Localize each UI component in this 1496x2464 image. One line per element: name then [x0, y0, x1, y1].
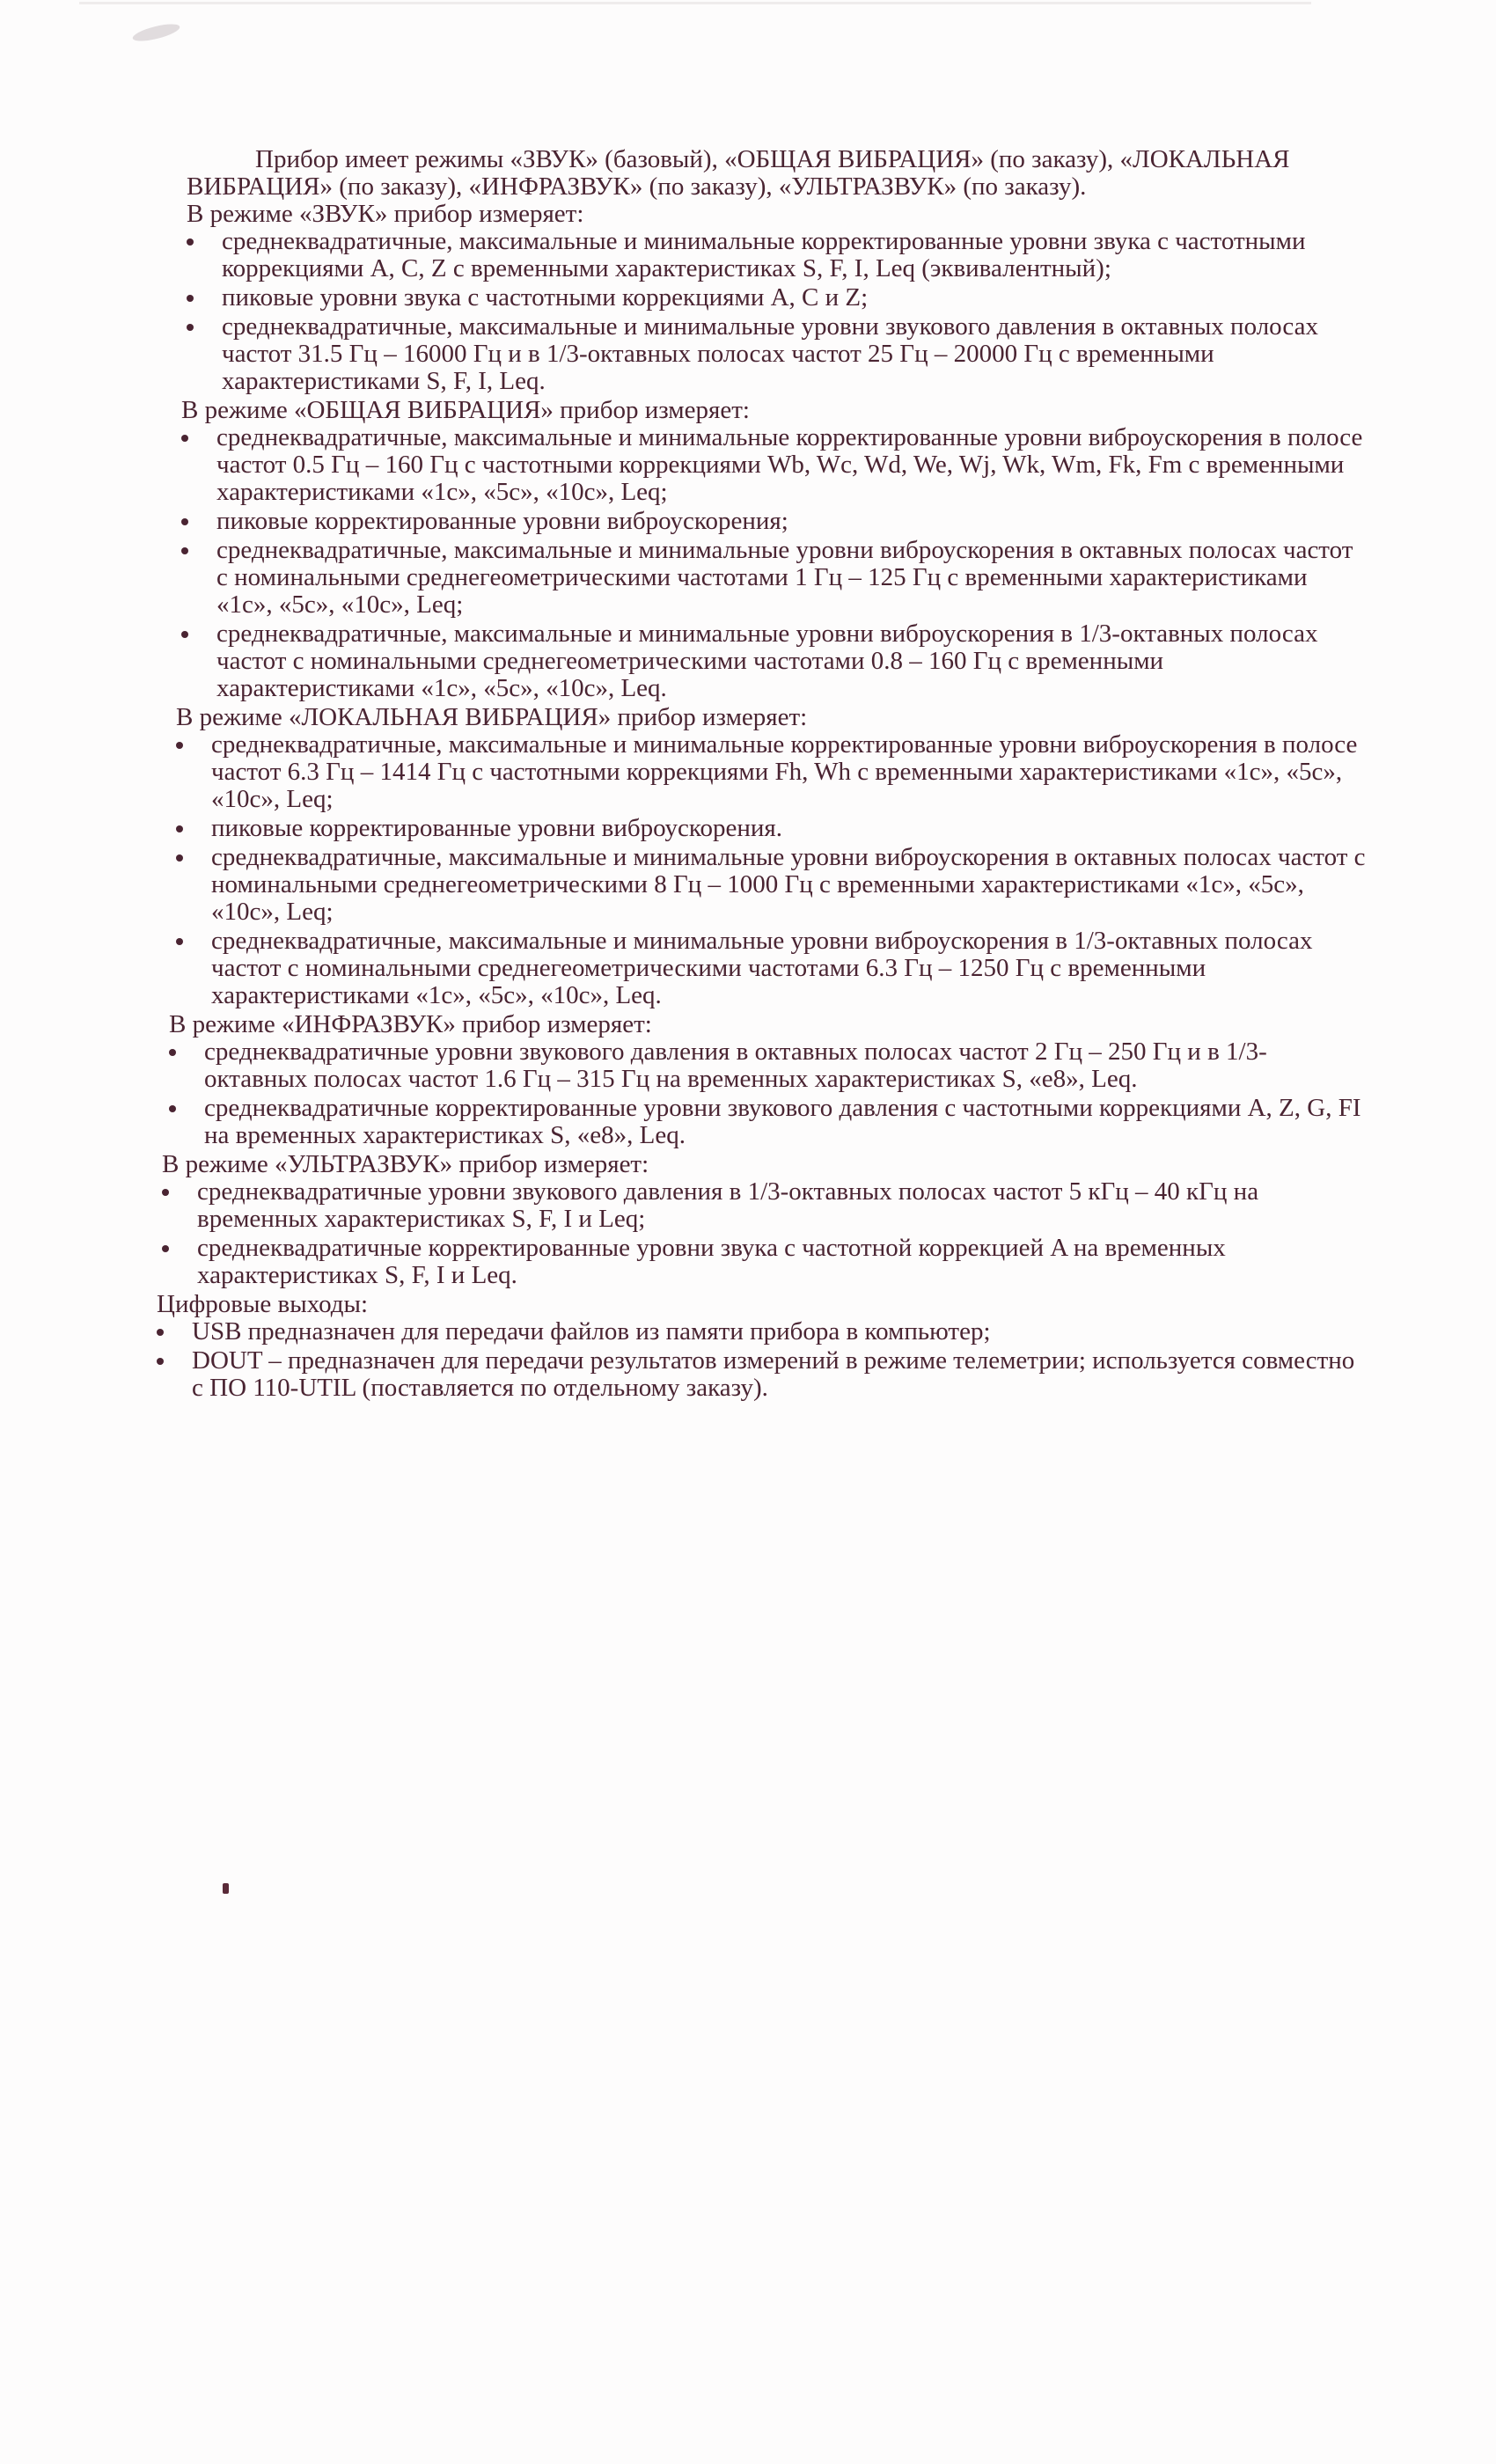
- section-heading: В режиме «ИНФРАЗВУК» прибор измеряет:: [169, 1010, 652, 1038]
- scan-mark: [223, 1883, 229, 1894]
- bullet-icon: [157, 1329, 164, 1336]
- list-item: [141, 844, 1401, 926]
- list-item: [151, 284, 1401, 312]
- bullet-icon: [176, 938, 183, 945]
- list-item-text: среднеквадратичные, максимальные и минимальные уровни виброускорения в 1/3-октавных полосах частот с номинальными среднегеометрическими частотами 6.3 Гц – 1250 Гц с временными характеристиками «1с», «5с», «10с», Leq.: [211, 927, 1313, 1009]
- bullet-icon: [157, 1358, 164, 1365]
- list-item: [151, 313, 1401, 395]
- list-item-text: среднеквадратичные, максимальные и минимальные корректированные уровни звука с частотными коррекциями A, C, Z с временными характеристиках S, F, I, Leq (эквивалентный);: [222, 227, 1306, 282]
- list-item-text: пиковые уровни звука с частотными коррекциями A, C и Z;: [222, 283, 869, 312]
- bullet-icon: [181, 631, 188, 638]
- bullet-list: [151, 228, 1401, 395]
- list-item-text: среднеквадратичные, максимальные и минимальные уровни звукового давления в октавных полосах частот 31.5 Гц – 16000 Гц и в 1/3-октавных полосах частот 25 Гц – 20000 Гц с временными характеристиками S, F, I, Leq.: [222, 312, 1318, 395]
- bullet-list: [127, 1178, 1401, 1289]
- list-item: [134, 1095, 1401, 1149]
- list-item: [141, 815, 1401, 842]
- section-sound: [151, 201, 1401, 395]
- intro-paragraph: Прибор имеет режимы «ЗВУК» (базовый), «ОБЩАЯ ВИБРАЦИЯ» (по заказу), «ЛОКАЛЬНАЯ ВИБРАЦИЯ» (по заказу), «ИНФРАЗВУК» (по заказу), «УЛЬТРАЗВУК» (по заказу).: [187, 145, 1290, 201]
- section-heading: В режиме «ЛОКАЛЬНАЯ ВИБРАЦИЯ» прибор измеряет:: [176, 703, 808, 731]
- bullet-icon: [169, 1105, 176, 1112]
- bullet-icon: [162, 1189, 169, 1196]
- bullet-icon: [181, 518, 188, 525]
- list-item-text: пиковые корректированные уровни виброускорения.: [211, 814, 783, 842]
- bullet-icon: [181, 435, 188, 442]
- section-heading: В режиме «ЗВУК» прибор измеряет:: [187, 200, 584, 228]
- list-item-text: среднеквадратичные, максимальные и минимальные уровни виброускорения в 1/3-октавных полосах частот с номинальными среднегеометрическими частотами 0.8 – 160 Гц с временными характеристиками «1с», «5с», «10с», Leq.: [216, 620, 1318, 702]
- bullet-icon: [176, 742, 183, 749]
- section-heading: Цифровые выходы:: [157, 1290, 369, 1318]
- list-item-text: USB предназначен для передачи файлов из памяти прибора в компьютер;: [192, 1317, 991, 1346]
- section-general-vibration: [146, 397, 1401, 702]
- list-item: [134, 1038, 1401, 1093]
- section-digital-outputs: [121, 1291, 1401, 1402]
- list-item: [141, 731, 1401, 813]
- list-item-text: среднеквадратичные, максимальные и минимальные уровни виброускорения в октавных полосах частот с номинальными среднегеометрическими частотами 1 Гц – 125 Гц с временными характеристиками «1с», «5с», «10с», Leq;: [216, 536, 1353, 619]
- section-heading: В режиме «ОБЩАЯ ВИБРАЦИЯ» прибор измеряет:: [181, 396, 750, 424]
- section-local-vibration: [141, 704, 1401, 1009]
- list-item: [127, 1235, 1401, 1289]
- list-item: [146, 620, 1401, 702]
- bullet-icon: [181, 547, 188, 554]
- section-heading: В режиме «УЛЬТРАЗВУК» прибор измеряет:: [162, 1150, 649, 1178]
- list-item: [141, 928, 1401, 1009]
- list-item: [151, 228, 1401, 282]
- bullet-icon: [187, 295, 194, 302]
- list-item-text: среднеквадратичные корректированные уровни звука с частотной коррекцией A на временных характеристиках S, F, I и Leq.: [197, 1234, 1226, 1289]
- scan-smudge: [131, 21, 181, 45]
- bullet-icon: [162, 1245, 169, 1252]
- list-item-text: среднеквадратичные корректированные уровни звукового давления с частотными коррекциями A, Z, G, FI на временных характеристиках S, «е8», Leq.: [204, 1094, 1361, 1149]
- bullet-icon: [176, 825, 183, 832]
- list-item: [146, 537, 1401, 619]
- bullet-list: [134, 1038, 1401, 1149]
- list-item-text: среднеквадратичные, максимальные и минимальные корректированные уровни виброускорения в полосе частот 6.3 Гц – 1414 Гц с частотными коррекциями Fh, Wh с временными характеристиками «1с», «5с», «10с», Leq;: [211, 730, 1358, 813]
- bullet-list: [146, 424, 1401, 702]
- list-item: [146, 508, 1401, 535]
- list-item-text: пиковые корректированные уровни виброускорения;: [216, 507, 788, 535]
- list-item-text: DOUT – предназначен для передачи результатов измерений в режиме телеметрии; используется совместно с ПО 110-UTIL (поставляется по отдельному заказу).: [192, 1346, 1355, 1402]
- bullet-icon: [187, 324, 194, 331]
- list-item: [121, 1318, 1401, 1346]
- bullet-icon: [169, 1049, 176, 1056]
- list-item-text: среднеквадратичные уровни звукового давления в 1/3-октавных полосах частот 5 кГц – 40 кГц на временных характеристиках S, F, I и Leq;: [197, 1177, 1259, 1233]
- list-item: [146, 424, 1401, 506]
- list-item-text: среднеквадратичные, максимальные и минимальные корректированные уровни виброускорения в полосе частот 0.5 Гц – 160 Гц с частотными коррекциями Wb, Wc, Wd, We, Wj, Wk, Wm, Fk, Fm с временными характеристиками «1с», «5с», «10с», Leq;: [216, 423, 1363, 506]
- bullet-icon: [187, 238, 194, 246]
- bullet-list: [141, 731, 1401, 1009]
- list-item-text: среднеквадратичные, максимальные и минимальные уровни виброускорения в октавных полосах частот с номинальными среднегеометрическими 8 Гц – 1000 Гц с временными характеристиками «1с», «5с», «10с», Leq;: [211, 843, 1366, 926]
- section-ultrasound: [127, 1151, 1401, 1289]
- list-item: [127, 1178, 1401, 1233]
- bullet-icon: [176, 854, 183, 862]
- bullet-list: [121, 1318, 1401, 1402]
- document-body: [151, 146, 1401, 1404]
- section-infrasound: [134, 1011, 1401, 1149]
- list-item: [121, 1347, 1401, 1402]
- list-item-text: среднеквадратичные уровни звукового давления в октавных полосах частот 2 Гц – 250 Гц и в 1/3-октавных полосах частот 1.6 Гц – 315 Гц на временных характеристиках S, «е8», Leq.: [204, 1038, 1267, 1093]
- scan-edge: [79, 2, 1311, 4]
